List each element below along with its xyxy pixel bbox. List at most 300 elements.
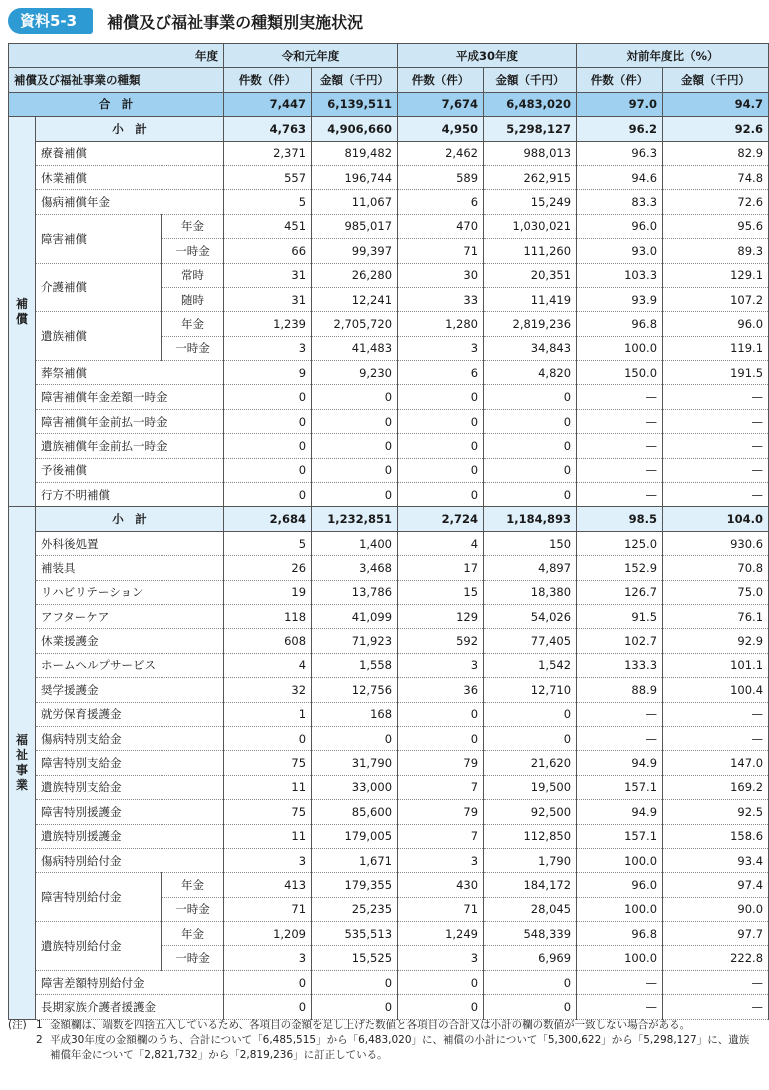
value-cell: 92.9	[663, 629, 769, 653]
sub-item-label: 一時金	[162, 336, 224, 360]
value-cell: 157.1	[577, 824, 663, 848]
value-cell: 96.0	[577, 873, 663, 897]
value-cell: 93.4	[663, 848, 769, 872]
value-cell: 1,790	[484, 848, 577, 872]
value-cell: 0	[484, 970, 577, 994]
value-cell: 96.0	[577, 214, 663, 238]
value-cell: 0	[224, 726, 312, 750]
item-label: 奨学援護金	[36, 678, 224, 702]
value-cell: 0	[484, 702, 577, 726]
value-cell: 179,005	[312, 824, 398, 848]
table-row	[9, 458, 769, 482]
value-cell: 75	[224, 800, 312, 824]
value-cell: 88.9	[577, 678, 663, 702]
item-label: 外科後処置	[36, 531, 224, 555]
value-cell: 19	[224, 580, 312, 604]
value-cell: 92,500	[484, 800, 577, 824]
value-cell: 0	[224, 483, 312, 507]
item-label: 長期家族介護者援護金	[36, 995, 224, 1019]
value-cell: 0	[398, 702, 484, 726]
table-row	[9, 702, 769, 726]
table-row	[9, 361, 769, 385]
value-cell: 15	[398, 580, 484, 604]
footnotes	[8, 1018, 753, 1063]
value-cell: 0	[484, 995, 577, 1019]
value-cell: 11,067	[312, 190, 398, 214]
item-label: 療養補償	[36, 141, 224, 165]
table-row	[9, 190, 769, 214]
item-label: 障害特別援護金	[36, 800, 224, 824]
subtotal-row	[9, 507, 769, 531]
corner-year-label: 年度	[9, 44, 224, 68]
value-cell: 97.7	[663, 922, 769, 946]
value-cell: 557	[224, 165, 312, 189]
table-row	[9, 312, 769, 336]
value-cell: 33,000	[312, 775, 398, 799]
sub-item-label: 年金	[162, 873, 224, 897]
value-cell: —	[663, 970, 769, 994]
value-cell: —	[577, 702, 663, 726]
value-cell: 0	[398, 970, 484, 994]
value-cell: 3,468	[312, 556, 398, 580]
value-cell: 589	[398, 165, 484, 189]
value-cell: 0	[312, 409, 398, 433]
value-cell: 129	[398, 604, 484, 628]
value-cell: 83.3	[577, 190, 663, 214]
value-cell: 4,906,660	[312, 117, 398, 141]
value-cell: 96.8	[577, 922, 663, 946]
value-cell: 168	[312, 702, 398, 726]
value-cell: 1,400	[312, 531, 398, 555]
value-cell: 79	[398, 800, 484, 824]
value-cell: 94.6	[577, 165, 663, 189]
value-cell: 0	[484, 483, 577, 507]
value-cell: 2,724	[398, 507, 484, 531]
value-cell: —	[577, 483, 663, 507]
value-cell: 1	[224, 702, 312, 726]
value-cell: 1,542	[484, 653, 577, 677]
footnote	[8, 1018, 753, 1033]
sub-item-label: 年金	[162, 312, 224, 336]
value-cell: 3	[398, 946, 484, 970]
item-label: 介護補償	[36, 263, 162, 312]
item-label: 障害補償年金前払一時金	[36, 409, 224, 433]
item-label: 遺族補償年金前払一時金	[36, 434, 224, 458]
table-row	[9, 775, 769, 799]
value-cell: 72.6	[663, 190, 769, 214]
value-cell: 98.5	[577, 507, 663, 531]
value-cell: 0	[398, 385, 484, 409]
value-cell: 96.0	[663, 312, 769, 336]
value-cell: 6	[398, 361, 484, 385]
table-body	[9, 44, 769, 1020]
item-label: 遺族補償	[36, 312, 162, 361]
value-cell: 0	[312, 970, 398, 994]
value-cell: 15,525	[312, 946, 398, 970]
value-cell: 0	[484, 409, 577, 433]
value-cell: 191.5	[663, 361, 769, 385]
value-cell: 2,462	[398, 141, 484, 165]
footnote-prefix: (注)	[8, 1019, 27, 1031]
subtotal-label: 小 計	[36, 117, 224, 141]
item-label: 行方不明補償	[36, 483, 224, 507]
value-cell: 4,820	[484, 361, 577, 385]
item-label: 就労保育援護金	[36, 702, 224, 726]
value-cell: 93.0	[577, 239, 663, 263]
category-label: 福祉事業	[15, 733, 28, 793]
value-cell: 13,786	[312, 580, 398, 604]
value-cell: —	[663, 483, 769, 507]
value-cell: 6,483,020	[484, 92, 577, 116]
unit-header: 件数（件）	[224, 68, 312, 92]
value-cell: 930.6	[663, 531, 769, 555]
sub-item-label: 年金	[162, 922, 224, 946]
value-cell: 34,843	[484, 336, 577, 360]
value-cell: 92.6	[663, 117, 769, 141]
value-cell: 2,705,720	[312, 312, 398, 336]
grand-total-row	[9, 92, 769, 116]
value-cell: 7,447	[224, 92, 312, 116]
footnote-number: 1	[36, 1019, 43, 1031]
value-cell: 75	[224, 751, 312, 775]
value-cell: 0	[398, 483, 484, 507]
value-cell: 66	[224, 239, 312, 263]
value-cell: 92.5	[663, 800, 769, 824]
value-cell: 85,600	[312, 800, 398, 824]
value-cell: —	[663, 458, 769, 482]
category-label: 補償	[15, 296, 28, 326]
footnote-text: 平成30年度の金額欄のうち、合計について「6,485,515」から「6,483,020」に、補償の小計について「5,300,622」から「5,298,127」に、遺族補償年金について「2,821,732」から「2,819,236」に訂正している。	[50, 1034, 750, 1061]
value-cell: 74.8	[663, 165, 769, 189]
value-cell: 102.7	[577, 629, 663, 653]
item-label: 遺族特別給付金	[36, 922, 162, 971]
value-cell: 7	[398, 824, 484, 848]
value-cell: 5	[224, 531, 312, 555]
sub-item-label: 年金	[162, 214, 224, 238]
value-cell: 9	[224, 361, 312, 385]
table-row	[9, 751, 769, 775]
item-label: 障害特別給付金	[36, 873, 162, 922]
table-row	[9, 922, 769, 946]
subtotal-row	[9, 117, 769, 141]
value-cell: 12,710	[484, 678, 577, 702]
sub-item-label: 一時金	[162, 239, 224, 263]
table-row	[9, 653, 769, 677]
value-cell: 5,298,127	[484, 117, 577, 141]
value-cell: 2,684	[224, 507, 312, 531]
value-cell: 6,969	[484, 946, 577, 970]
value-cell: 5	[224, 190, 312, 214]
value-cell: —	[663, 409, 769, 433]
item-label: ホームヘルプサービス	[36, 653, 224, 677]
value-cell: 0	[484, 385, 577, 409]
table-row	[9, 848, 769, 872]
value-cell: 100.0	[577, 897, 663, 921]
value-cell: 1,249	[398, 922, 484, 946]
value-cell: 184,172	[484, 873, 577, 897]
value-cell: 97.4	[663, 873, 769, 897]
value-cell: —	[663, 726, 769, 750]
table-row	[9, 263, 769, 287]
value-cell: 0	[484, 434, 577, 458]
value-cell: 0	[224, 409, 312, 433]
value-cell: 75.0	[663, 580, 769, 604]
value-cell: 112,850	[484, 824, 577, 848]
value-cell: 99,397	[312, 239, 398, 263]
value-cell: 608	[224, 629, 312, 653]
item-label: 傷病補償年金	[36, 190, 224, 214]
value-cell: —	[577, 458, 663, 482]
value-cell: 11	[224, 824, 312, 848]
value-cell: 90.0	[663, 897, 769, 921]
value-cell: 2,371	[224, 141, 312, 165]
value-cell: 413	[224, 873, 312, 897]
value-cell: 103.3	[577, 263, 663, 287]
item-label: 障害特別支給金	[36, 751, 224, 775]
value-cell: 129.1	[663, 263, 769, 287]
table-row	[9, 483, 769, 507]
value-cell: 6,139,511	[312, 92, 398, 116]
value-cell: 96.3	[577, 141, 663, 165]
footnote	[8, 1033, 753, 1063]
value-cell: 94.7	[663, 92, 769, 116]
value-cell: 94.9	[577, 751, 663, 775]
value-cell: 41,099	[312, 604, 398, 628]
header-row-units	[9, 68, 769, 92]
value-cell: 36	[398, 678, 484, 702]
value-cell: —	[577, 970, 663, 994]
value-cell: 4	[224, 653, 312, 677]
value-cell: 0	[224, 995, 312, 1019]
value-cell: 988,013	[484, 141, 577, 165]
value-cell: 71	[398, 239, 484, 263]
value-cell: 12,241	[312, 287, 398, 311]
value-cell: —	[577, 995, 663, 1019]
sub-item-label: 一時金	[162, 897, 224, 921]
table-row	[9, 726, 769, 750]
item-label: 休業補償	[36, 165, 224, 189]
value-cell: 9,230	[312, 361, 398, 385]
value-cell: 91.5	[577, 604, 663, 628]
value-cell: 31	[224, 287, 312, 311]
footnote-text: 金額欄は、端数を四捨五入しているため、各項目の金額を足し上げた数値と各項目の合計又は小計の欄の数値が一致しない場合がある。	[50, 1019, 691, 1031]
unit-header: 金額（千円）	[484, 68, 577, 92]
value-cell: 430	[398, 873, 484, 897]
table-row	[9, 995, 769, 1019]
value-cell: 100.0	[577, 946, 663, 970]
value-cell: 150.0	[577, 361, 663, 385]
value-cell: 0	[224, 434, 312, 458]
table-row	[9, 434, 769, 458]
value-cell: 985,017	[312, 214, 398, 238]
value-cell: 1,558	[312, 653, 398, 677]
value-cell: 0	[312, 483, 398, 507]
data-table	[8, 43, 769, 1020]
value-cell: —	[577, 726, 663, 750]
value-cell: 1,184,893	[484, 507, 577, 531]
unit-header: 金額（千円）	[663, 68, 769, 92]
value-cell: 3	[398, 336, 484, 360]
value-cell: 76.1	[663, 604, 769, 628]
value-cell: 1,671	[312, 848, 398, 872]
value-cell: 1,239	[224, 312, 312, 336]
item-label: リハビリテーション	[36, 580, 224, 604]
value-cell: 25,235	[312, 897, 398, 921]
value-cell: 18,380	[484, 580, 577, 604]
value-cell: 0	[312, 458, 398, 482]
category-cell	[9, 507, 36, 1019]
unit-header: 件数（件）	[577, 68, 663, 92]
value-cell: 548,339	[484, 922, 577, 946]
table-row	[9, 556, 769, 580]
sub-item-label: 常時	[162, 263, 224, 287]
value-cell: 12,756	[312, 678, 398, 702]
table-row	[9, 580, 769, 604]
table-row	[9, 531, 769, 555]
table-row	[9, 385, 769, 409]
value-cell: 4,763	[224, 117, 312, 141]
sub-item-label: 随時	[162, 287, 224, 311]
value-cell: 0	[224, 458, 312, 482]
table-row	[9, 970, 769, 994]
value-cell: —	[577, 409, 663, 433]
value-cell: 4,950	[398, 117, 484, 141]
item-label: 予後補償	[36, 458, 224, 482]
value-cell: 0	[484, 458, 577, 482]
value-cell: 104.0	[663, 507, 769, 531]
value-cell: 0	[484, 726, 577, 750]
value-cell: 20,351	[484, 263, 577, 287]
item-label: 遺族特別援護金	[36, 824, 224, 848]
value-cell: 17	[398, 556, 484, 580]
item-label: アフターケア	[36, 604, 224, 628]
value-cell: 28,045	[484, 897, 577, 921]
value-cell: 26	[224, 556, 312, 580]
value-cell: 157.1	[577, 775, 663, 799]
value-cell: —	[663, 385, 769, 409]
value-cell: 2,819,236	[484, 312, 577, 336]
value-cell: 21,620	[484, 751, 577, 775]
value-cell: 0	[312, 434, 398, 458]
value-cell: 0	[312, 726, 398, 750]
value-cell: 3	[398, 848, 484, 872]
value-cell: 158.6	[663, 824, 769, 848]
value-cell: 100.4	[663, 678, 769, 702]
value-cell: 95.6	[663, 214, 769, 238]
value-cell: —	[663, 995, 769, 1019]
item-label: 葬祭補償	[36, 361, 224, 385]
value-cell: 89.3	[663, 239, 769, 263]
value-cell: 0	[312, 385, 398, 409]
document-header	[8, 6, 363, 36]
item-label: 遺族特別支給金	[36, 775, 224, 799]
table-row	[9, 165, 769, 189]
value-cell: 71	[224, 897, 312, 921]
value-cell: 1,209	[224, 922, 312, 946]
year-header: 平成30年度	[398, 44, 577, 68]
value-cell: 3	[224, 946, 312, 970]
category-cell	[9, 117, 36, 507]
value-cell: 0	[312, 995, 398, 1019]
year-header: 対前年度比（%）	[577, 44, 769, 68]
value-cell: 125.0	[577, 531, 663, 555]
value-cell: 1,030,021	[484, 214, 577, 238]
value-cell: 1,232,851	[312, 507, 398, 531]
page-title: 補償及び福祉事業の種類別実施状況	[107, 12, 364, 32]
corner-type-label: 補償及び福祉事業の種類	[9, 68, 224, 92]
table-row	[9, 629, 769, 653]
section-badge: 資料5-3	[8, 8, 93, 34]
value-cell: 54,026	[484, 604, 577, 628]
table-row	[9, 604, 769, 628]
item-label: 障害補償	[36, 214, 162, 263]
value-cell: 262,915	[484, 165, 577, 189]
value-cell: 31	[224, 263, 312, 287]
value-cell: 3	[398, 653, 484, 677]
value-cell: —	[577, 434, 663, 458]
value-cell: 133.3	[577, 653, 663, 677]
table-row	[9, 873, 769, 897]
value-cell: 119.1	[663, 336, 769, 360]
value-cell: 96.8	[577, 312, 663, 336]
table-row	[9, 214, 769, 238]
value-cell: 31,790	[312, 751, 398, 775]
value-cell: 470	[398, 214, 484, 238]
data-table-container	[8, 43, 764, 1020]
value-cell: 70.8	[663, 556, 769, 580]
value-cell: 0	[398, 726, 484, 750]
value-cell: 107.2	[663, 287, 769, 311]
item-label: 障害差額特別給付金	[36, 970, 224, 994]
value-cell: 7,674	[398, 92, 484, 116]
item-label: 障害補償年金差額一時金	[36, 385, 224, 409]
value-cell: 11,419	[484, 287, 577, 311]
table-row	[9, 141, 769, 165]
value-cell: 0	[398, 434, 484, 458]
item-label: 傷病特別給付金	[36, 848, 224, 872]
value-cell: 169.2	[663, 775, 769, 799]
value-cell: 150	[484, 531, 577, 555]
value-cell: 19,500	[484, 775, 577, 799]
value-cell: 819,482	[312, 141, 398, 165]
value-cell: 6	[398, 190, 484, 214]
table-row	[9, 678, 769, 702]
table-row	[9, 409, 769, 433]
sub-item-label: 一時金	[162, 946, 224, 970]
value-cell: 26,280	[312, 263, 398, 287]
value-cell: 41,483	[312, 336, 398, 360]
value-cell: 0	[398, 995, 484, 1019]
value-cell: 0	[398, 409, 484, 433]
year-header: 令和元年度	[224, 44, 398, 68]
value-cell: 82.9	[663, 141, 769, 165]
value-cell: —	[663, 434, 769, 458]
value-cell: 96.2	[577, 117, 663, 141]
value-cell: 11	[224, 775, 312, 799]
value-cell: 0	[398, 458, 484, 482]
value-cell: 0	[224, 385, 312, 409]
value-cell: 118	[224, 604, 312, 628]
value-cell: 71	[398, 897, 484, 921]
value-cell: 33	[398, 287, 484, 311]
value-cell: 79	[398, 751, 484, 775]
value-cell: 71,923	[312, 629, 398, 653]
unit-header: 件数（件）	[398, 68, 484, 92]
item-label: 休業援護金	[36, 629, 224, 653]
value-cell: 0	[224, 970, 312, 994]
value-cell: 32	[224, 678, 312, 702]
value-cell: 7	[398, 775, 484, 799]
